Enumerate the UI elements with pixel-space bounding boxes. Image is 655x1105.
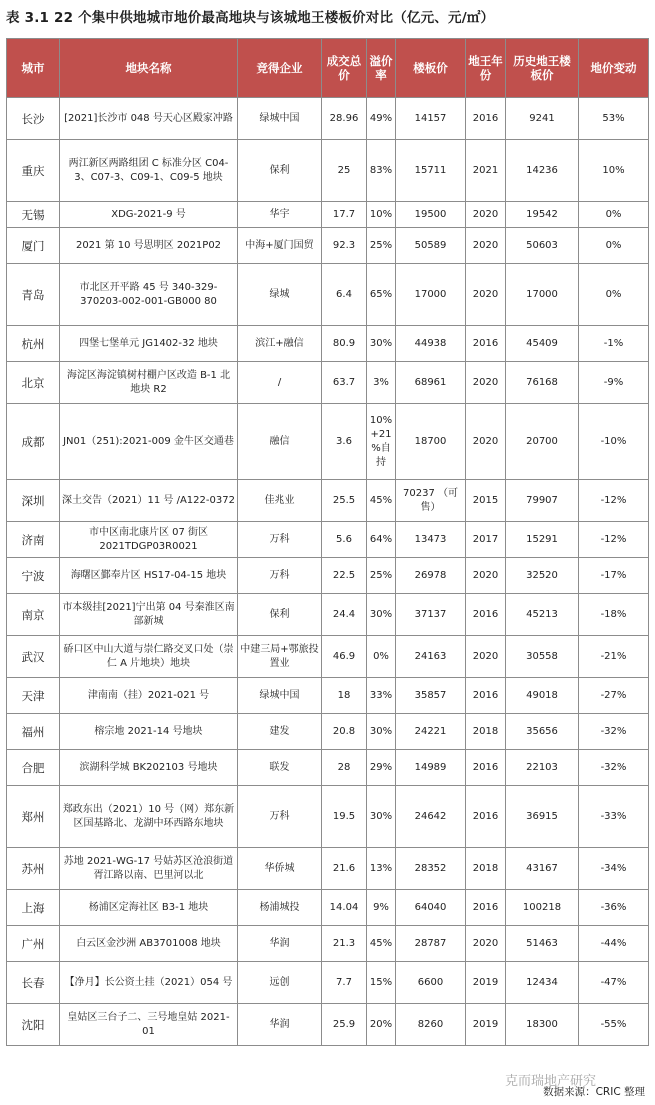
cell-company: 绿城	[238, 264, 322, 326]
cell-land-name: 市本级挂[2021]宁出第 04 号秦淮区南部新城	[60, 594, 238, 636]
cell-city: 北京	[7, 362, 60, 404]
table-row	[7, 786, 649, 848]
cell-record-floor-price: 43167	[506, 848, 579, 890]
cell-price-change: -32%	[579, 714, 649, 750]
cell-floor-price: 68961	[396, 362, 466, 404]
cell-city: 沈阳	[7, 1004, 60, 1046]
cell-total-price: 20.8	[322, 714, 367, 750]
cell-city: 重庆	[7, 140, 60, 202]
table-row	[7, 140, 649, 202]
cell-record-floor-price: 36915	[506, 786, 579, 848]
cell-floor-price: 17000	[396, 264, 466, 326]
cell-floor-price: 28352	[396, 848, 466, 890]
cell-total-price: 21.6	[322, 848, 367, 890]
cell-floor-price: 70237 （可售）	[396, 480, 466, 522]
cell-company: 华侨城	[238, 848, 322, 890]
cell-land-name: 榕宗地 2021-14 号地块	[60, 714, 238, 750]
cell-city: 无锡	[7, 202, 60, 228]
cell-company: 联发	[238, 750, 322, 786]
table-row	[7, 404, 649, 480]
table-row	[7, 480, 649, 522]
header-company: 竞得企业	[238, 39, 322, 98]
cell-floor-price: 6600	[396, 962, 466, 1004]
cell-premium-rate: 30%	[367, 714, 396, 750]
cell-company: 建发	[238, 714, 322, 750]
cell-city: 武汉	[7, 636, 60, 678]
cell-city: 成都	[7, 404, 60, 480]
cell-land-name: 深土交告（2021）11 号 /A122-0372	[60, 480, 238, 522]
cell-company: 华润	[238, 926, 322, 962]
cell-price-change: -9%	[579, 362, 649, 404]
cell-city: 杭州	[7, 326, 60, 362]
cell-record-year: 2018	[466, 714, 506, 750]
cell-record-floor-price: 30558	[506, 636, 579, 678]
cell-record-year: 2019	[466, 962, 506, 1004]
cell-record-year: 2020	[466, 926, 506, 962]
cell-total-price: 21.3	[322, 926, 367, 962]
cell-city: 长沙	[7, 98, 60, 140]
cell-record-floor-price: 49018	[506, 678, 579, 714]
cell-price-change: -17%	[579, 558, 649, 594]
table-row	[7, 636, 649, 678]
cell-company: 绿城中国	[238, 678, 322, 714]
cell-record-floor-price: 79907	[506, 480, 579, 522]
table-row	[7, 98, 649, 140]
cell-total-price: 3.6	[322, 404, 367, 480]
cell-record-floor-price: 12434	[506, 962, 579, 1004]
cell-total-price: 24.4	[322, 594, 367, 636]
table-row	[7, 228, 649, 264]
cell-land-name: 苏地 2021-WG-17 号姑苏区沧浪街道胥江路以南、巴里河以北	[60, 848, 238, 890]
cell-floor-price: 44938	[396, 326, 466, 362]
cell-price-change: -12%	[579, 480, 649, 522]
cell-record-year: 2015	[466, 480, 506, 522]
cell-price-change: 53%	[579, 98, 649, 140]
cell-premium-rate: 65%	[367, 264, 396, 326]
cell-total-price: 6.4	[322, 264, 367, 326]
cell-premium-rate: 64%	[367, 522, 396, 558]
cell-premium-rate: 25%	[367, 558, 396, 594]
table-row	[7, 558, 649, 594]
cell-floor-price: 24221	[396, 714, 466, 750]
cell-price-change: -18%	[579, 594, 649, 636]
cell-record-floor-price: 17000	[506, 264, 579, 326]
cell-price-change: 0%	[579, 202, 649, 228]
cell-total-price: 19.5	[322, 786, 367, 848]
cell-total-price: 14.04	[322, 890, 367, 926]
cell-record-floor-price: 20700	[506, 404, 579, 480]
cell-total-price: 28.96	[322, 98, 367, 140]
cell-land-name: 两江新区两路组团 C 标准分区 C04-3、C07-3、C09-1、C09-5 地块	[60, 140, 238, 202]
cell-city: 天津	[7, 678, 60, 714]
cell-price-change: -44%	[579, 926, 649, 962]
cell-record-year: 2020	[466, 362, 506, 404]
cell-land-name: 皇姑区三台子二、三号地皇姑 2021-01	[60, 1004, 238, 1046]
cell-floor-price: 37137	[396, 594, 466, 636]
cell-land-name: 硚口区中山大道与崇仁路交叉口处（崇仁 A 片地块）地块	[60, 636, 238, 678]
cell-city: 南京	[7, 594, 60, 636]
cell-total-price: 80.9	[322, 326, 367, 362]
cell-record-year: 2021	[466, 140, 506, 202]
cell-company: 万科	[238, 522, 322, 558]
cell-company: 滨江+融信	[238, 326, 322, 362]
cell-floor-price: 26978	[396, 558, 466, 594]
cell-record-floor-price: 45213	[506, 594, 579, 636]
cell-city: 福州	[7, 714, 60, 750]
cell-company: 融信	[238, 404, 322, 480]
cell-record-year: 2016	[466, 890, 506, 926]
cell-total-price: 22.5	[322, 558, 367, 594]
header-record-year: 地王年份	[466, 39, 506, 98]
cell-floor-price: 24163	[396, 636, 466, 678]
cell-record-year: 2020	[466, 264, 506, 326]
cell-company: 华宇	[238, 202, 322, 228]
cell-land-name: 海曙区鄞奉片区 HS17-04-15 地块	[60, 558, 238, 594]
cell-total-price: 25	[322, 140, 367, 202]
cell-record-year: 2016	[466, 678, 506, 714]
cell-premium-rate: 30%	[367, 326, 396, 362]
cell-land-name: 郑政东出（2021）10 号（网）郑东新区国基路北、龙湖中环西路东地块	[60, 786, 238, 848]
cell-land-name: [2021]长沙市 048 号天心区殿家冲路	[60, 98, 238, 140]
table-row	[7, 678, 649, 714]
cell-record-floor-price: 15291	[506, 522, 579, 558]
cell-company: 中建三局+鄂旅投置业	[238, 636, 322, 678]
cell-city: 宁波	[7, 558, 60, 594]
cell-premium-rate: 33%	[367, 678, 396, 714]
cell-floor-price: 19500	[396, 202, 466, 228]
cell-land-name: 四堡七堡单元 JG1402-32 地块	[60, 326, 238, 362]
cell-city: 青岛	[7, 264, 60, 326]
cell-price-change: -10%	[579, 404, 649, 480]
cell-company: 远创	[238, 962, 322, 1004]
cell-record-year: 2016	[466, 326, 506, 362]
cell-city: 济南	[7, 522, 60, 558]
cell-premium-rate: 30%	[367, 594, 396, 636]
cell-price-change: -12%	[579, 522, 649, 558]
cell-premium-rate: 49%	[367, 98, 396, 140]
cell-premium-rate: 0%	[367, 636, 396, 678]
cell-premium-rate: 45%	[367, 926, 396, 962]
cell-floor-price: 14989	[396, 750, 466, 786]
cell-city: 苏州	[7, 848, 60, 890]
cell-price-change: -27%	[579, 678, 649, 714]
cell-premium-rate: 25%	[367, 228, 396, 264]
cell-land-name: 【净月】长公资土挂（2021）054 号	[60, 962, 238, 1004]
cell-record-year: 2020	[466, 558, 506, 594]
cell-total-price: 46.9	[322, 636, 367, 678]
header-total-price: 成交总价	[322, 39, 367, 98]
cell-record-floor-price: 100218	[506, 890, 579, 926]
cell-record-floor-price: 51463	[506, 926, 579, 962]
cell-record-year: 2016	[466, 98, 506, 140]
table-row	[7, 594, 649, 636]
cell-floor-price: 14157	[396, 98, 466, 140]
header-record-floor-price: 历史地王楼板价	[506, 39, 579, 98]
table-row	[7, 962, 649, 1004]
cell-total-price: 5.6	[322, 522, 367, 558]
cell-company: 万科	[238, 786, 322, 848]
cell-record-floor-price: 45409	[506, 326, 579, 362]
cell-record-floor-price: 14236	[506, 140, 579, 202]
cell-land-name: JN01（251):2021-009 金牛区交通巷	[60, 404, 238, 480]
data-source-note: 数据来源：CRIC 整理	[543, 1086, 645, 1098]
cell-land-name: XDG-2021-9 号	[60, 202, 238, 228]
cell-price-change: 0%	[579, 264, 649, 326]
cell-price-change: -21%	[579, 636, 649, 678]
table-row	[7, 264, 649, 326]
cell-record-year: 2020	[466, 404, 506, 480]
table-row	[7, 362, 649, 404]
cell-floor-price: 28787	[396, 926, 466, 962]
table-row	[7, 848, 649, 890]
cell-city: 广州	[7, 926, 60, 962]
cell-price-change: -34%	[579, 848, 649, 890]
cell-company: 杨浦城投	[238, 890, 322, 926]
header-city: 城市	[7, 39, 60, 98]
cell-premium-rate: 10%	[367, 202, 396, 228]
table-row	[7, 714, 649, 750]
cell-premium-rate: 30%	[367, 786, 396, 848]
watermark: 克而瑞地产研究	[505, 1074, 597, 1089]
header-premium-rate: 溢价率	[367, 39, 396, 98]
header-floor-price: 楼板价	[396, 39, 466, 98]
cell-company: 中海+厦门国贸	[238, 228, 322, 264]
cell-company: 绿城中国	[238, 98, 322, 140]
header-price-change: 地价变动	[579, 39, 649, 98]
cell-record-floor-price: 76168	[506, 362, 579, 404]
cell-company: 保利	[238, 594, 322, 636]
cell-land-name: 杨浦区定海社区 B3-1 地块	[60, 890, 238, 926]
cell-premium-rate: 29%	[367, 750, 396, 786]
table-row	[7, 926, 649, 962]
cell-premium-rate: 13%	[367, 848, 396, 890]
cell-floor-price: 15711	[396, 140, 466, 202]
header-row	[7, 39, 649, 98]
cell-floor-price: 35857	[396, 678, 466, 714]
cell-floor-price: 24642	[396, 786, 466, 848]
table-row	[7, 750, 649, 786]
cell-record-year: 2017	[466, 522, 506, 558]
cell-record-floor-price: 35656	[506, 714, 579, 750]
table-row	[7, 326, 649, 362]
cell-record-floor-price: 22103	[506, 750, 579, 786]
cell-price-change: -32%	[579, 750, 649, 786]
table-row	[7, 1004, 649, 1046]
cell-company: 保利	[238, 140, 322, 202]
cell-city: 长春	[7, 962, 60, 1004]
cell-price-change: 0%	[579, 228, 649, 264]
cell-land-name: 市北区开平路 45 号 340-329-370203-002-001-GB000 80	[60, 264, 238, 326]
cell-premium-rate: 10% +21 %自持	[367, 404, 396, 480]
cell-record-year: 2019	[466, 1004, 506, 1046]
cell-premium-rate: 83%	[367, 140, 396, 202]
cell-total-price: 25.9	[322, 1004, 367, 1046]
cell-floor-price: 13473	[396, 522, 466, 558]
cell-record-year: 2020	[466, 202, 506, 228]
land-price-table	[6, 38, 649, 1046]
table-row	[7, 202, 649, 228]
cell-city: 深圳	[7, 480, 60, 522]
table-row	[7, 522, 649, 558]
cell-record-floor-price: 50603	[506, 228, 579, 264]
cell-record-floor-price: 9241	[506, 98, 579, 140]
cell-floor-price: 64040	[396, 890, 466, 926]
cell-record-floor-price: 32520	[506, 558, 579, 594]
cell-price-change: 10%	[579, 140, 649, 202]
cell-total-price: 7.7	[322, 962, 367, 1004]
cell-city: 厦门	[7, 228, 60, 264]
cell-floor-price: 50589	[396, 228, 466, 264]
cell-land-name: 滨湖科学城 BK202103 号地块	[60, 750, 238, 786]
cell-total-price: 17.7	[322, 202, 367, 228]
cell-premium-rate: 20%	[367, 1004, 396, 1046]
cell-total-price: 28	[322, 750, 367, 786]
cell-company: 万科	[238, 558, 322, 594]
cell-record-year: 2016	[466, 750, 506, 786]
cell-company: 佳兆业	[238, 480, 322, 522]
cell-city: 合肥	[7, 750, 60, 786]
cell-premium-rate: 9%	[367, 890, 396, 926]
table-title: 表 3.1 22 个集中供地城市地价最高地块与该城地王楼板价对比（亿元、元/㎡）	[6, 10, 495, 26]
cell-record-year: 2020	[466, 636, 506, 678]
cell-land-name: 津南南（挂）2021-021 号	[60, 678, 238, 714]
cell-price-change: -36%	[579, 890, 649, 926]
cell-company: 华润	[238, 1004, 322, 1046]
cell-record-year: 2016	[466, 594, 506, 636]
cell-premium-rate: 3%	[367, 362, 396, 404]
cell-price-change: -1%	[579, 326, 649, 362]
cell-floor-price: 8260	[396, 1004, 466, 1046]
cell-land-name: 2021 第 10 号思明区 2021P02	[60, 228, 238, 264]
cell-price-change: -47%	[579, 962, 649, 1004]
cell-city: 上海	[7, 890, 60, 926]
cell-price-change: -33%	[579, 786, 649, 848]
table-row	[7, 890, 649, 926]
cell-total-price: 25.5	[322, 480, 367, 522]
cell-land-name: 白云区金沙洲 AB3701008 地块	[60, 926, 238, 962]
cell-city: 郑州	[7, 786, 60, 848]
cell-record-floor-price: 19542	[506, 202, 579, 228]
cell-land-name: 海淀区海淀镇树村棚户区改造 B-1 北地块 R2	[60, 362, 238, 404]
cell-total-price: 18	[322, 678, 367, 714]
cell-record-year: 2016	[466, 786, 506, 848]
cell-record-year: 2018	[466, 848, 506, 890]
cell-land-name: 市中区南北康片区 07 街区 2021TDGP03R0021	[60, 522, 238, 558]
header-land-name: 地块名称	[60, 39, 238, 98]
cell-total-price: 92.3	[322, 228, 367, 264]
cell-floor-price: 18700	[396, 404, 466, 480]
cell-total-price: 63.7	[322, 362, 367, 404]
cell-record-year: 2020	[466, 228, 506, 264]
cell-company: /	[238, 362, 322, 404]
cell-premium-rate: 15%	[367, 962, 396, 1004]
cell-record-floor-price: 18300	[506, 1004, 579, 1046]
cell-premium-rate: 45%	[367, 480, 396, 522]
cell-price-change: -55%	[579, 1004, 649, 1046]
